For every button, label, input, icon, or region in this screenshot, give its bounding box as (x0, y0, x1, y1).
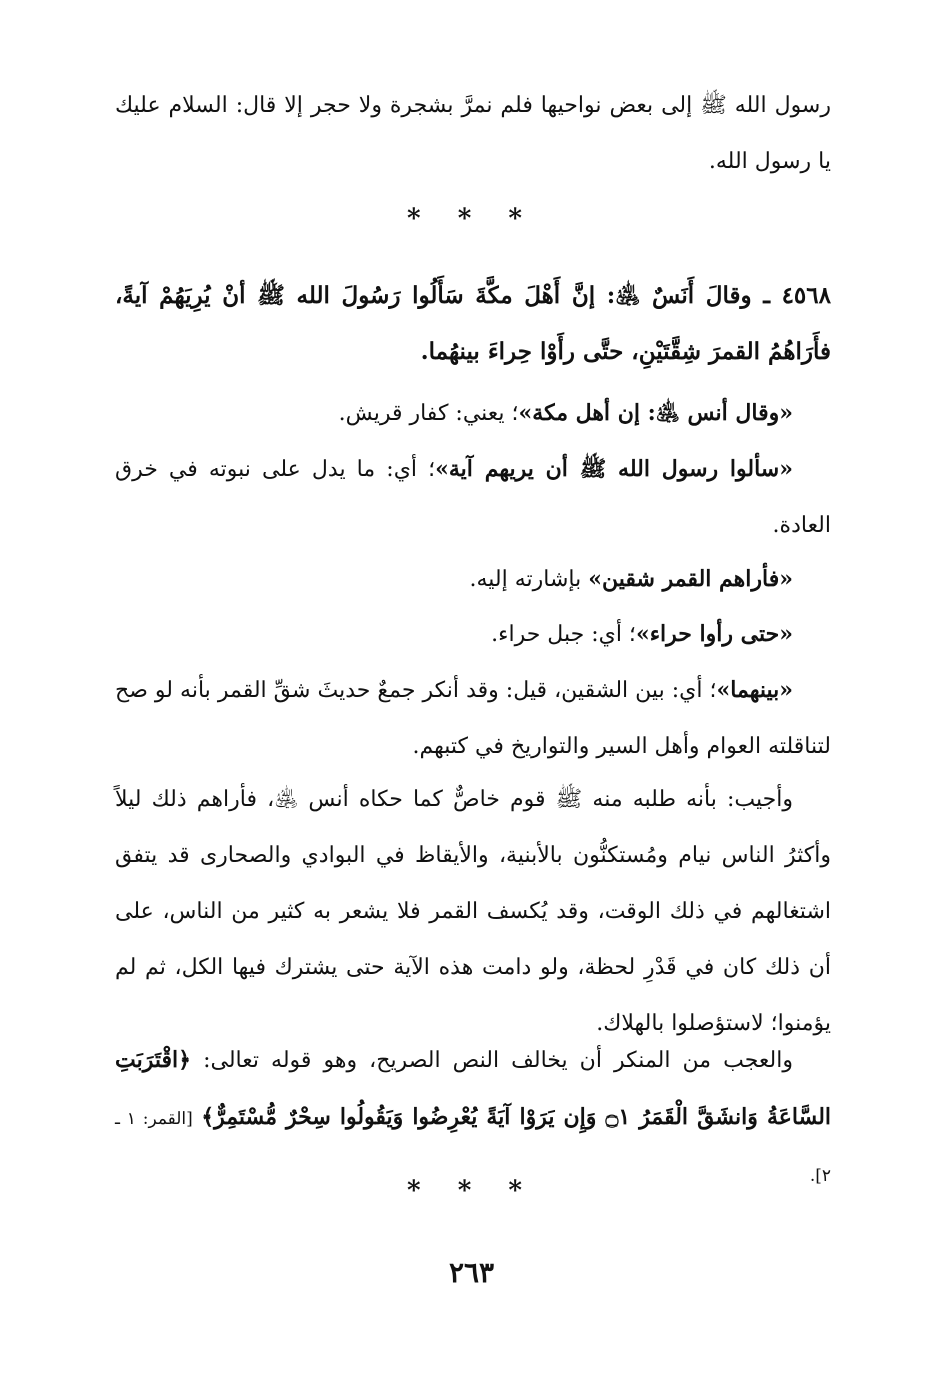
separator-top: * * * (407, 204, 536, 234)
quran-verse: ﴿اقْتَرَبَتِ السَّاعَةُ وَانشَقَّ الْقَمَرُ ۝١ وَإِن يَرَوْا آيَةً يُعْرِضُوا وَيَقُولُوا سِحْرٌ مُّسْتَمِرٌّ﴾ (115, 1047, 832, 1130)
commentary-5-quote: «بينهما» (716, 677, 793, 703)
commentary-1-text: ؛ يعني: كفار قريش. (338, 401, 519, 426)
commentary-1-quote: «وقال أنس ﵁: إن أهل مكة» (518, 400, 793, 426)
commentary-2-quote: «سألوا رسول الله ﷺ أن يريهم آية» (435, 456, 793, 482)
commentary-1 (115, 385, 831, 442)
commentary-3-quote: «فأراهم القمر شقين» (588, 566, 793, 592)
hadith-4568 (115, 268, 831, 380)
commentary-4-text: ؛ أي: جبل حراء. (491, 622, 636, 647)
commentary-2-text: ؛ أي: ما يدل على نبوته في خرق العادة. (115, 457, 831, 538)
commentary-6-text: وأجيب: بأنه طلبه منه ﷺ قوم خاصٌّ كما حكاه أنس ﵁، فأراهم ذلك ليلاً وأكثرُ الناس نيام ومُستكنُّون بالأبنية، والأيقاظ في البوادي والصحارى قد يتفق اشتغالهم في ذلك الوقت، وقد يُكسف القمر فلا يشعر به كثير من الناس، على أن ذلك كان في قَدْرِ لحظة، ولو دامت هذه الآية حتى يشترك فيها الكل، ثم لم يؤمنوا؛ لاستؤصلوا بالهلاك. (115, 787, 831, 1036)
continuation-text: رسول الله ﷺ إلى بعض نواحيها فلم نمرَّ بشجرة ولا حجر إلا قال: السلام عليك يا رسول الله. (115, 93, 831, 174)
commentary-6 (115, 772, 831, 1052)
separator-bottom: * * * (407, 1176, 536, 1206)
commentary-2 (115, 441, 831, 554)
commentary-4 (115, 606, 831, 663)
continuation-paragraph (115, 78, 831, 190)
commentary-5 (115, 662, 831, 775)
commentary-3 (115, 551, 831, 608)
commentary-4-quote: «حتى رأوا حراء» (635, 621, 793, 647)
commentary-7-text: والعجب من المنكر أن يخالف النص الصريح، وهو قوله تعالى: (203, 1048, 793, 1073)
verse-reference: [القمر: ١ ـ ٢]. (115, 1109, 831, 1186)
commentary-3-text: بإشارته إليه. (469, 567, 589, 592)
commentary-5-text: ؛ أي: بين الشقين، قيل: وقد أنكر جمعٌ حديثَ شقِّ القمر بأنه لو صح لتناقلته العوام وأهل السير والتواريخ في كتبهم. (115, 678, 831, 759)
page-number: ٢٦٣ (448, 1256, 495, 1289)
hadith-text: ٤٥٦٨ ـ وقالَ أَنَسٌ ﵁: إنَّ أَهْلَ مكَّةَ سَأَلُوا رَسُولَ الله ﷺ أنْ يُرِيَهُمْ آيةً، فأَرَاهُمُ القمرَ شِقَّتَيْنِ، حتَّى رأَوْا حِراءَ بينهُما. (115, 282, 831, 365)
